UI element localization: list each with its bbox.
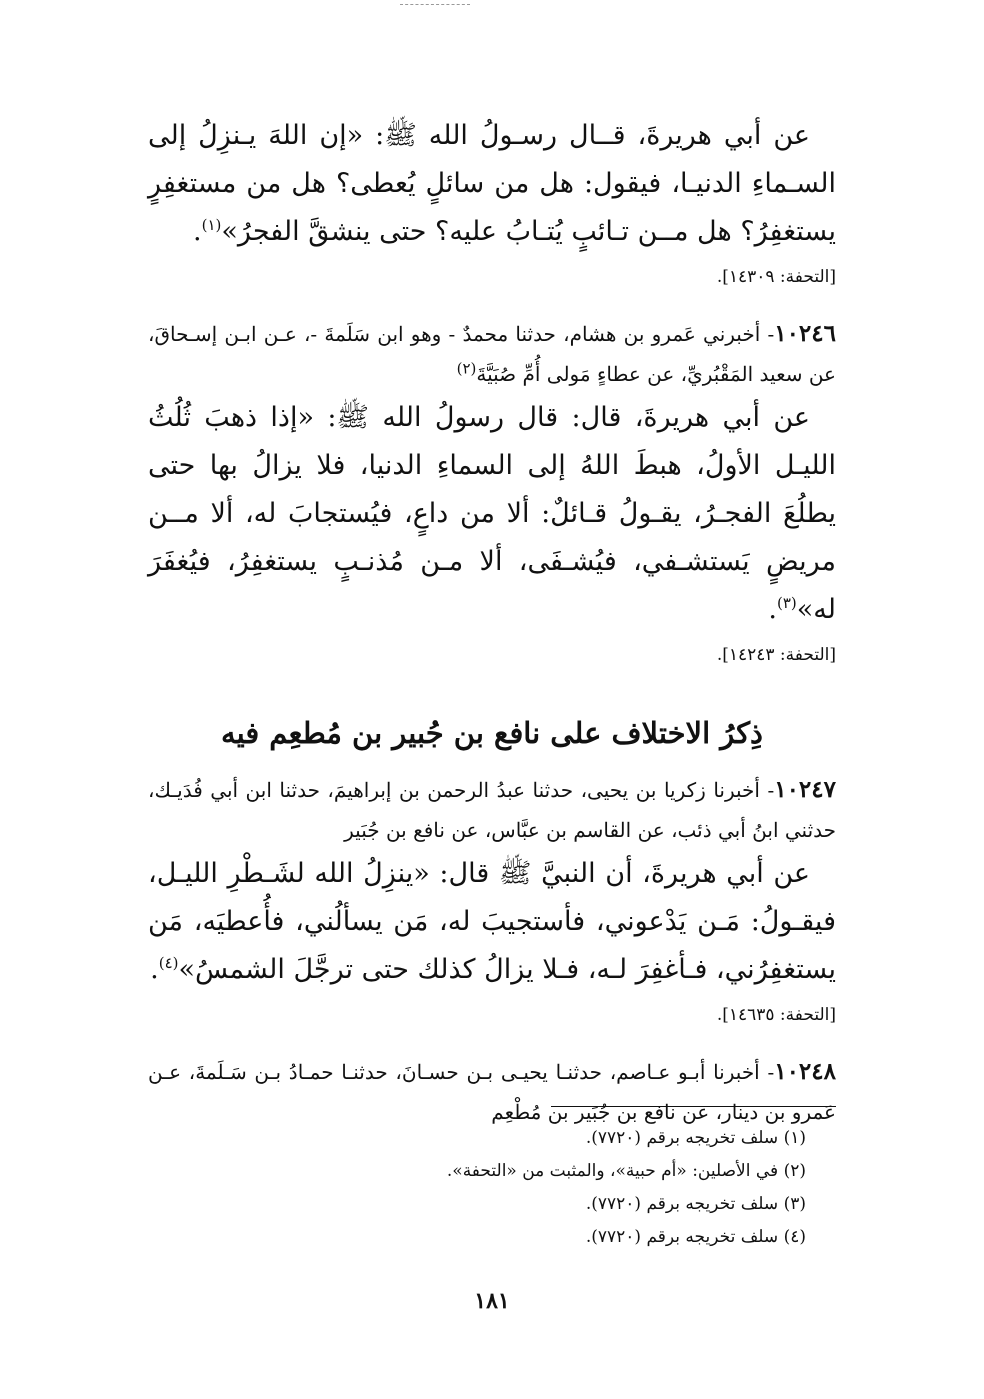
hadith-text-10246: عن أبي هريرةَ، قال: قال رسولُ الله ﷺ: «إذا ذهبَ ثُلُثُ الليـل الأولُ، هبطَ اللهُ إلى السماءِ الدنيا، فلا يزالُ بها حتى يطلُعَ الفجـرُ، يقـولُ قـائلٌ: ألا من داعٍ، فيُستجابَ له، ألا مــن مريضٍ يَستشـفي، فيُشـفَى، ألا مـن مُذنـبٍ يستغفِرُ، فيُغفَرَ له»$^{(٣)}$. xyxy=(148,402,836,625)
footnote-marker[interactable]: (١) xyxy=(201,216,222,234)
main-content xyxy=(148,112,836,1132)
footnote-item: (٢) في الأصلين: «أم حبية»، والمثبت من «التحفة». xyxy=(446,1161,806,1181)
tuhfa-reference: [التحفة: ١٤٦٣٥]. xyxy=(716,1005,836,1025)
footnote-marker[interactable]: (٢) xyxy=(456,359,477,378)
isnad-10247: ١٠٢٤٧- أخبرنا زكريا بن يحيى، حدثنا عبدُ الرحمن بن إبراهيمَ، حدثنا ابن أبي فُدَيـك، حدثني ابنُ أبي ذئب، عن القاسم بن عبَّاس، عن نافع بن جُبَير xyxy=(148,776,836,842)
footnote-marker[interactable]: (٤) xyxy=(158,954,179,972)
footnote-divider xyxy=(551,1106,836,1107)
footnote-item: (٣) سلف تخريجه برقم (٧٧٢٠). xyxy=(585,1194,806,1214)
page-number: ١٨١ xyxy=(474,1288,510,1314)
hadith-text-10245: عن أبي هريرةَ، قــال رسـولُ الله ﷺ: «إن اللهَ يـنزِلُ إلى السـماءِ الدنيـا، فيقول: هل من سائلٍ يُعطى؟ هل من مستغفِرٍ يستغفِرُ؟ هل مــن تـائبٍ يُتـابُ عليه؟ حتى ينشقَّ الفجرُ»$^{(١)}$. xyxy=(148,120,836,247)
top-edge-mark xyxy=(400,4,470,5)
hadith-number: ١٠٢٤٧ xyxy=(774,776,836,803)
isnad-10248: ١٠٢٤٨- أخبرنا أبـو عـاصم، حدثنـا يحيـى بـن حسـانَ، حدثنـا حمـادُ بـن سَـلَمةَ، عـن عَمرو بن دينار، عن نافع بن جُبَير بن مُطْعِم xyxy=(148,1058,836,1124)
footnotes-list xyxy=(447,1122,806,1254)
tuhfa-reference: [التحفة: ١٤٣٠٩]. xyxy=(716,267,836,287)
footnote-item: (٤) سلف تخريجه برقم (٧٧٢٠). xyxy=(585,1227,806,1247)
isnad-10246: ١٠٢٤٦- أخبرني عَمرو بن هشام، حدثنا محمدٌ - وهو ابن سَلَمةَ -، عـن ابـن إسـحاقَ، عن سعيد المَقْبُريِّ، عن عطاءٍ مَولى أُمِّ صُبَيَّةَ$^{(٢)}$ xyxy=(148,320,836,386)
tuhfa-reference: [التحفة: ١٤٢٤٣]. xyxy=(716,645,836,665)
footnote-marker[interactable]: (٣) xyxy=(776,594,797,612)
hadith-number: ١٠٢٤٦ xyxy=(774,320,836,347)
section-title: ذِكرُ الاختلاف على نافع بن جُبير بن مُطعِم فيه xyxy=(221,716,763,750)
footnote-item: (١) سلف تخريجه برقم (٧٧٢٠). xyxy=(585,1128,806,1148)
hadith-number: ١٠٢٤٨ xyxy=(774,1058,836,1085)
hadith-text-10247: عن أبي هريرةَ، أن النبيَّ ﷺ قال: «ينزِلُ الله لشَـطْرِ الليـل، فيقـولُ: مَـن يَدْعوني، فأستجيبَ له، مَن يسألُني، فأُعطيَه، مَن يستغفِرُني، فـأغفِرَ لـه، فـلا يزالُ كذلك حتى ترجَّلَ الشمسُ»$^{(٤)}$. xyxy=(148,858,836,985)
